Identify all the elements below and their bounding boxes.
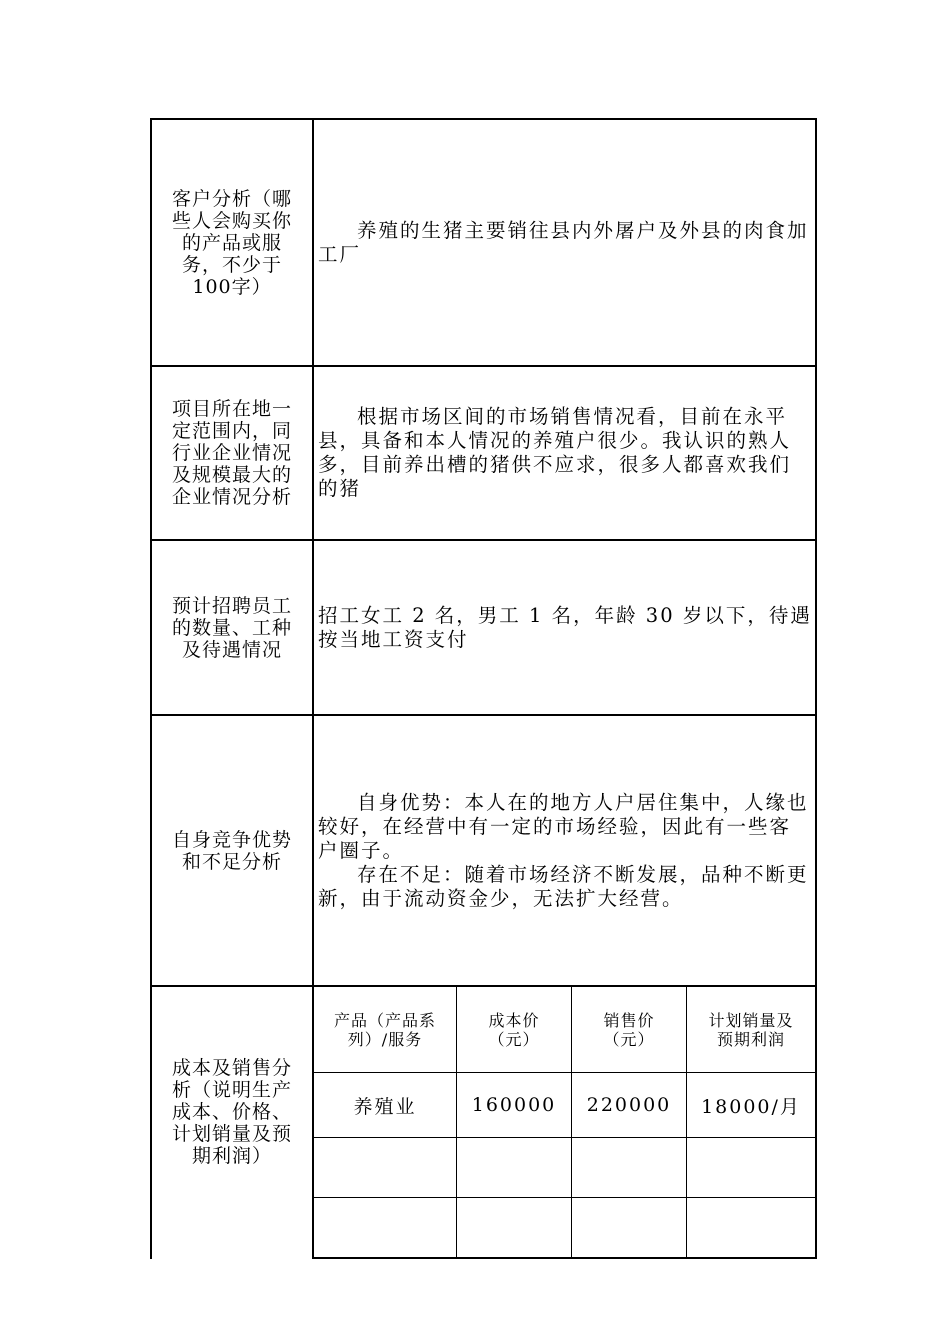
sales-row-divider-3 xyxy=(312,1197,817,1198)
row-content-strengths-weaknesses xyxy=(314,716,816,985)
sales-cell-product: 养殖业 xyxy=(353,1095,417,1118)
label-text: 客户分析（哪些人会购买你的产品或服务，不少于100字） xyxy=(171,187,292,298)
row-label-competitor-analysis xyxy=(151,367,313,539)
sales-header-volume-profit: 计划销量及预期利润 xyxy=(708,1010,794,1049)
sales-header-cost: 成本价（元） xyxy=(488,1010,540,1049)
sales-cell-price: 220000 xyxy=(586,1094,672,1116)
sales-header-product: 产品（产品系列）/服务 xyxy=(333,1010,436,1049)
sales-header-price: 销售价（元） xyxy=(603,1010,655,1049)
row-content-customer-analysis xyxy=(314,120,816,365)
label-text: 预计招聘员工的数量、工种及待遇情况 xyxy=(171,594,292,661)
content-paragraph: 招工女工 2 名，男工 1 名，年龄 30 岁以下，待遇按当地工资支付 xyxy=(318,603,812,651)
sales-cell-cost: 160000 xyxy=(471,1094,557,1116)
sales-cell-volume-profit: 18000/月 xyxy=(701,1095,801,1118)
content-paragraph-weaknesses: 存在不足：随着市场经济不断发展，品种不断更新，由于流动资金少，无法扩大经营。 xyxy=(318,862,809,910)
label-text: 自身竞争优势和不足分析 xyxy=(171,828,292,873)
content-block xyxy=(318,791,812,911)
sales-bottom-border xyxy=(312,1257,817,1259)
row-label-strengths-weaknesses xyxy=(151,716,313,985)
row-label-customer-analysis xyxy=(151,120,313,365)
row-content-staffing xyxy=(314,541,816,714)
sales-row-divider-2 xyxy=(312,1137,817,1138)
row-label-staffing xyxy=(151,541,313,714)
row-label-cost-sales xyxy=(151,987,313,1237)
content-paragraph: 根据市场区间的市场销售情况看，目前在永平县，具备和本人情况的养殖户很少。我认识的熟人多，目前养出槽的猪供不应求，很多人都喜欢我们的猪 xyxy=(318,405,792,500)
row-content-competitor-analysis xyxy=(314,367,816,539)
label-text: 成本及销售分析（说明生产成本、价格、计划销量及预期利润） xyxy=(171,1057,292,1167)
content-paragraph-strengths: 自身优势：本人在的地方人户居住集中，人缘也较好，在经营中有一定的市场经验，因此有一些客户圈子。 xyxy=(318,790,809,862)
label-text: 项目所在地一定范围内，同行业企业情况及规模最大的企业情况分析 xyxy=(171,398,292,508)
content-paragraph: 养殖的生猪主要销往县内外屠户及外县的肉食加工厂 xyxy=(318,218,809,266)
